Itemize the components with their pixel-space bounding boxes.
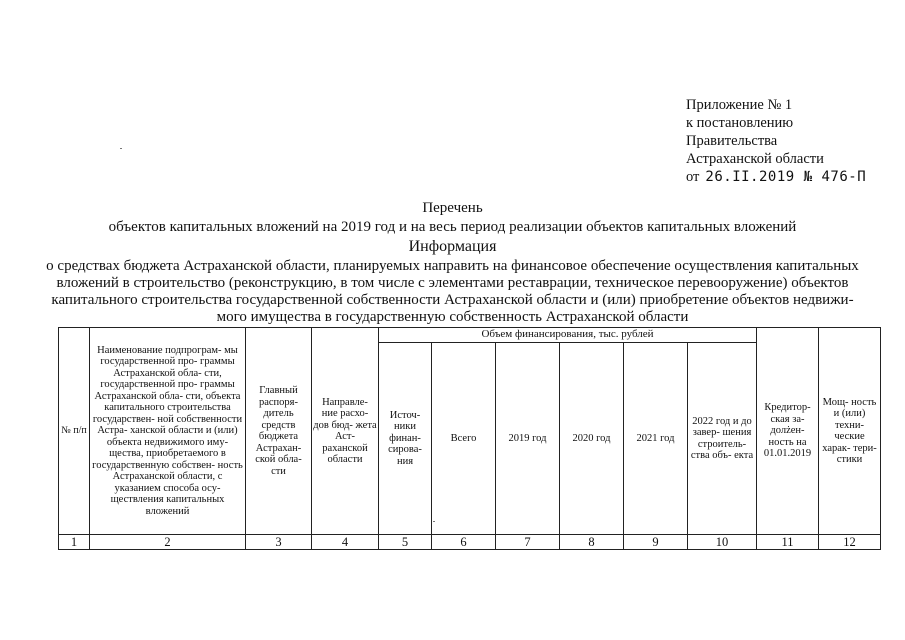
appendix-header — [686, 96, 866, 186]
header-funding-sources: Источ- ники финан- сирова- ния — [379, 343, 432, 535]
date-prefix: от — [686, 169, 700, 185]
description-line: капитального строительства государственной собственности Астраханской области и (или) приобретение объектов недвижи- — [51, 292, 854, 308]
scan-speck — [120, 148, 122, 149]
column-number: 12 — [819, 535, 881, 550]
title-information: Информация — [408, 238, 497, 255]
header-payables: Кредитор- ская за- долżен- ность на 01.01.2019 — [757, 328, 819, 535]
header-capacity: Мощ- ность и (или) техни- ческие харак- тери- стики — [819, 328, 881, 535]
capital-investments-table — [58, 327, 881, 550]
description-line: мого имущества в государственную собственность Астраханской области — [216, 309, 689, 325]
scan-speck — [433, 521, 435, 522]
appendix-line: Астраханской области — [686, 151, 824, 167]
column-number: 10 — [688, 535, 757, 550]
header-funding-volume: Объем финансирования, тыс. рублей — [379, 328, 757, 343]
column-number: 11 — [757, 535, 819, 550]
description-line: о средствах бюджета Астраханской области, планируемых направить на финансовое обеспечение осуществления капитальных — [46, 258, 859, 274]
title-list: Перечень — [422, 200, 483, 216]
header-year-2019: 2019 год — [496, 343, 560, 535]
column-number: 4 — [312, 535, 379, 550]
column-number-row — [59, 535, 881, 550]
column-number: 5 — [379, 535, 432, 550]
column-number: 2 — [90, 535, 246, 550]
header-expense-direction: Направле- ние расхо- дов бюд- жета Аст- раханской области — [312, 328, 379, 535]
appendix-line: Приложение № 1 — [686, 97, 793, 113]
header-year-2021: 2021 год — [624, 343, 688, 535]
column-number: 1 — [59, 535, 90, 550]
appendix-line: Правительства — [686, 133, 778, 149]
header-budget-manager: Главный распоря- дитель средств бюджета Астрахан- ской обла- сти — [246, 328, 312, 535]
column-number: 6 — [432, 535, 496, 550]
column-number: 8 — [560, 535, 624, 550]
appendix-date-line — [686, 168, 866, 186]
header-total: Всего — [432, 343, 496, 535]
appendix-line: к постановлению — [686, 115, 794, 131]
column-number: 9 — [624, 535, 688, 550]
column-number: 3 — [246, 535, 312, 550]
column-number: 7 — [496, 535, 560, 550]
header-year-2022-plus: 2022 год и до завер- шения строитель- ства объ- екта — [688, 343, 757, 535]
resolution-number: 26.II.2019 № 476-П — [705, 169, 867, 185]
title-subtitle: объектов капитальных вложений на 2019 год и на весь период реализации объектов капитальных вложений — [108, 219, 797, 235]
header-row-number: № п/п — [59, 328, 90, 535]
description-line: вложений в строительство (реконструкцию, в том числе с элементами реставрации, техническое перевооружение) объектов — [56, 275, 849, 291]
header-object-name: Наименование подпрограм- мы государственной про- граммы Астраханской обла- сти, государственной про- граммы Астраханской обла- сти, объекта капитального строительства государствен- ной собственности Астра- ханской области и (или) объекта недвижимого иму- щества, приобретаемого в государственную собствен- ность Астраханской области, с указанием способа осу- ществления капитальных вложений — [90, 328, 246, 535]
header-year-2020: 2020 год — [560, 343, 624, 535]
